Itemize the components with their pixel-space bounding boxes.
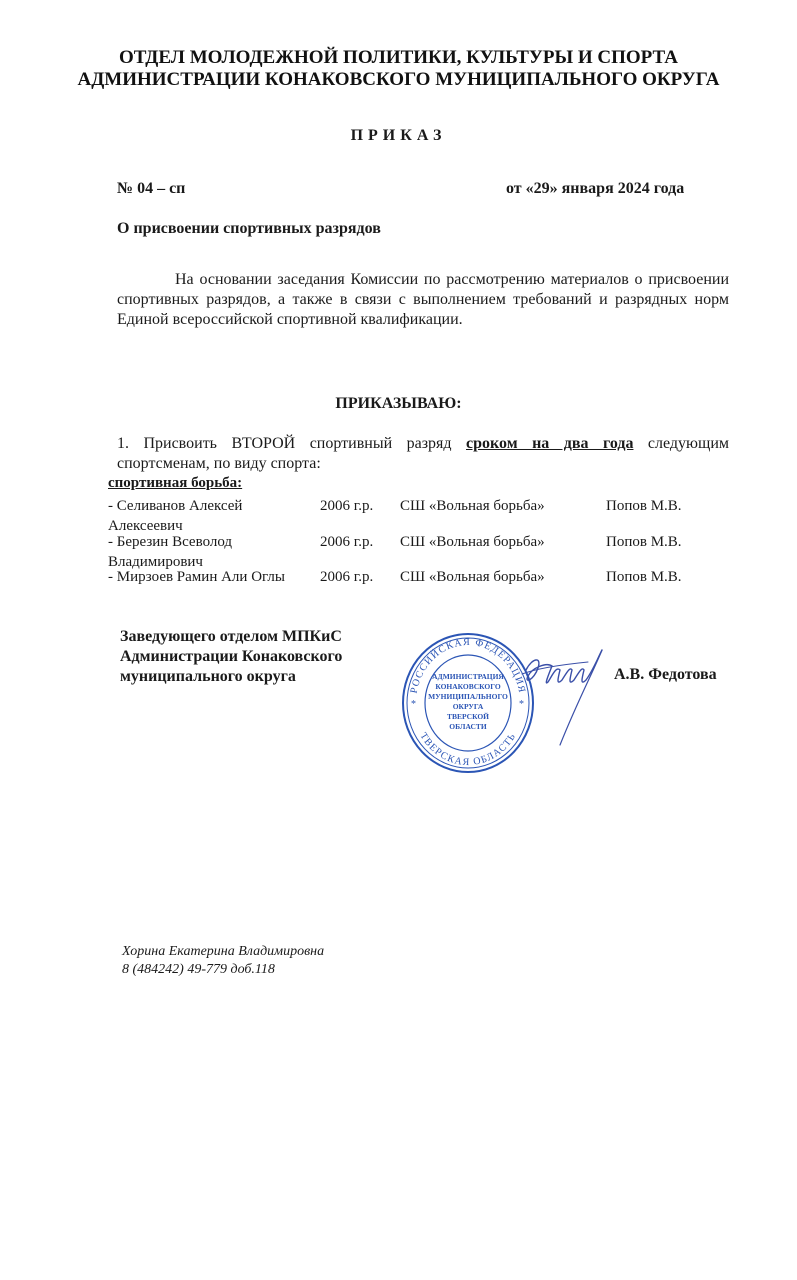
athlete-school: СШ «Вольная борьба»	[400, 534, 545, 550]
athlete-birth-year: 2006 г.р.	[320, 534, 374, 550]
executor-name: Хорина Екатерина Владимировна	[122, 944, 325, 959]
handwritten-signature	[518, 640, 613, 750]
athlete-coach: Попов М.В.	[606, 498, 682, 514]
stamp-star-right: *	[519, 699, 524, 710]
header-line-1: ОТДЕЛ МОЛОДЕЖНОЙ ПОЛИТИКИ, КУЛЬТУРЫ И СПОРТА	[119, 47, 678, 68]
athlete-school: СШ «Вольная борьба»	[400, 498, 545, 514]
athlete-birth-year: 2006 г.р.	[320, 569, 374, 585]
item-1-paragraph	[117, 434, 729, 474]
item-1-emphasis: сроком на два года	[466, 435, 634, 452]
stamp-center-line: АДМИНИСТРАЦИЯ	[432, 672, 504, 681]
signer-name: А.В. Федотова	[614, 666, 717, 683]
athlete-name: - Селиванов Алексей Алексеевич	[108, 498, 243, 534]
stamp-center-line: КОНАКОВСКОГО	[435, 682, 501, 691]
order-word: ПРИКАЗЫВАЮ:	[335, 395, 462, 412]
signature-line-3: муниципального округа	[120, 668, 296, 685]
order-date: от «29» января 2024 года	[506, 180, 685, 197]
stamp-ring-top: РОССИЙСКАЯ ФЕДЕРАЦИЯ	[408, 636, 528, 695]
stamp-center-line: ОБЛАСТИ	[449, 722, 487, 731]
athlete-name: - Мирзоев Рамин Али Оглы	[108, 569, 285, 585]
stamp-ring-bottom: ТВЕРСКАЯ ОБЛАСТЬ	[417, 730, 519, 769]
signature-line-2: Администрации Конаковского	[120, 648, 343, 665]
stamp-center-line: ОКРУГА	[452, 702, 484, 711]
document-title: ПРИКАЗ	[350, 127, 447, 144]
athlete-name: - Березин Всеволод Владимирович	[108, 534, 233, 570]
signature-position	[120, 627, 342, 687]
athlete-birth-year: 2006 г.р.	[320, 498, 374, 514]
order-subject: О присвоении спортивных разрядов	[117, 220, 381, 237]
executor-phone: 8 (484242) 49-779 доб.118	[122, 962, 275, 977]
stamp-center-line: ТВЕРСКОЙ	[446, 712, 490, 721]
sport-heading: спортивная борьба:	[108, 475, 243, 491]
header-line-2: АДМИНИСТРАЦИИ КОНАКОВСКОГО МУНИЦИПАЛЬНОГО ОКРУГА	[77, 69, 720, 90]
order-number: № 04 – сп	[117, 180, 186, 197]
stamp-center-line: МУНИЦИПАЛЬНОГО	[428, 692, 508, 701]
signature-line-1: Заведующего отделом МПКиС	[120, 628, 342, 645]
athlete-coach: Попов М.В.	[606, 534, 682, 550]
item-1-text-after: следующим спортсменам, по виду спорта:	[117, 435, 730, 472]
preamble-paragraph: На основании заседания Комиссии по рассмотрению материалов о присвоении спортивных разрядов, а также в связи с выполнением требований и разрядных норм Единой всероссийской спортивной квалификации.	[117, 271, 729, 328]
executor-block	[122, 943, 324, 979]
official-stamp	[400, 632, 536, 774]
athlete-school: СШ «Вольная борьба»	[400, 569, 545, 585]
item-1-text-before: 1. Присвоить ВТОРОЙ спортивный разряд	[117, 435, 466, 452]
athlete-coach: Попов М.В.	[606, 569, 682, 585]
stamp-star-left: *	[411, 699, 416, 710]
